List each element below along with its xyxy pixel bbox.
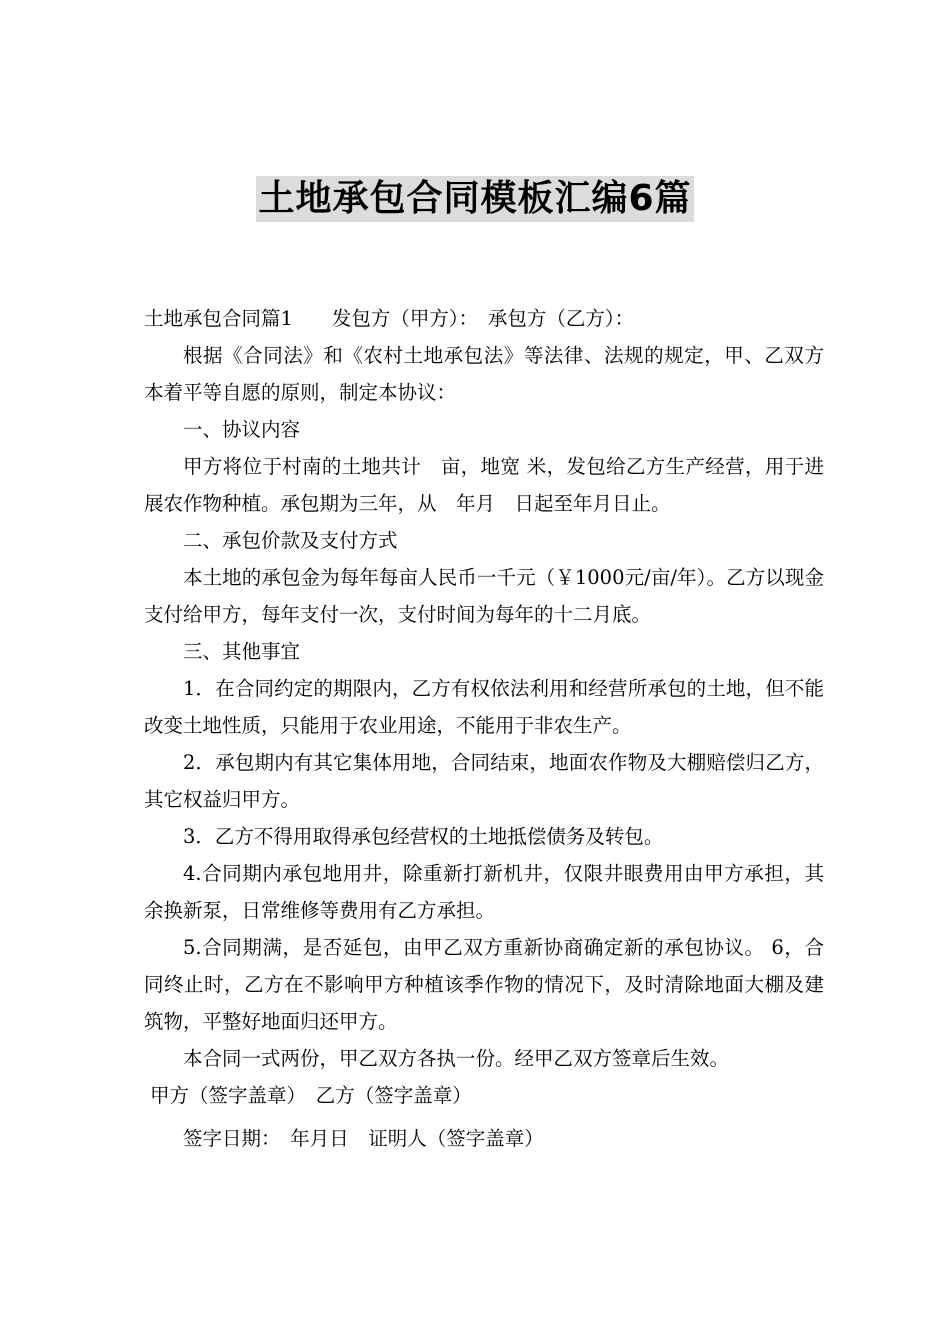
preamble-paragraph: 根据《合同法》和《农村土地承包法》等法律、法规的规定，甲、乙双方本着平等自愿的原则，制定本协议： [144,344,824,404]
section-heading-1: 一、协议内容 [183,418,301,441]
contract-heading-line: 土地承包合同篇1 发包方（甲方）： 承包方（乙方）： [144,307,635,330]
document-body [144,300,824,1157]
section-1-paragraph: 甲方将位于村南的土地共计 亩，地宽 米，发包给乙方生产经营，用于进展农作物种植。承包期为三年，从 年月 日起至年月日止。 [144,455,824,515]
clause-5-6: 5.合同期满，是否延包，由甲乙双方重新协商确定新的承包协议。 6，合同终止时，乙方在不影响甲方种植该季作物的情况下，及时清除地面大棚及建筑物，平整好地面归还甲方。 [144,936,824,1033]
clause-3: 3．乙方不得用取得承包经营权的土地抵偿债务及转包。 [183,825,664,848]
clause-4: 4.合同期内承包地用井，除重新打新机井，仅限井眼费用由甲方承担，其余换新泵，日常维修等费用有乙方承担。 [144,862,824,922]
title-container [0,176,950,222]
signature-date-line: 签字日期： 年月日 证明人（签字盖章） [183,1127,544,1150]
signature-parties-line: 甲方（签字盖章） 乙方（签字盖章） [150,1084,472,1107]
section-heading-2: 二、承包价款及支付方式 [183,529,398,552]
clause-1: 1．在合同约定的期限内，乙方有权依法利用和经营所承包的土地，但不能改变土地性质，只能用于农业用途，不能用于非农生产。 [144,677,824,737]
section-heading-3: 三、其他事宜 [183,640,301,663]
clause-2: 2．承包期内有其它集体用地，合同结束，地面农作物及大棚赔偿归乙方，其它权益归甲方。 [144,751,824,811]
document-title: 土地承包合同模板汇编6篇 [256,176,693,222]
validity-paragraph: 本合同一式两份，甲乙双方各执一份。经甲乙双方签章后生效。 [183,1047,730,1070]
section-2-paragraph: 本土地的承包金为每年每亩人民币一千元（￥1000元/亩/年）。乙方以现金支付给甲方，每年支付一次，支付时间为每年的十二月底。 [144,566,824,626]
